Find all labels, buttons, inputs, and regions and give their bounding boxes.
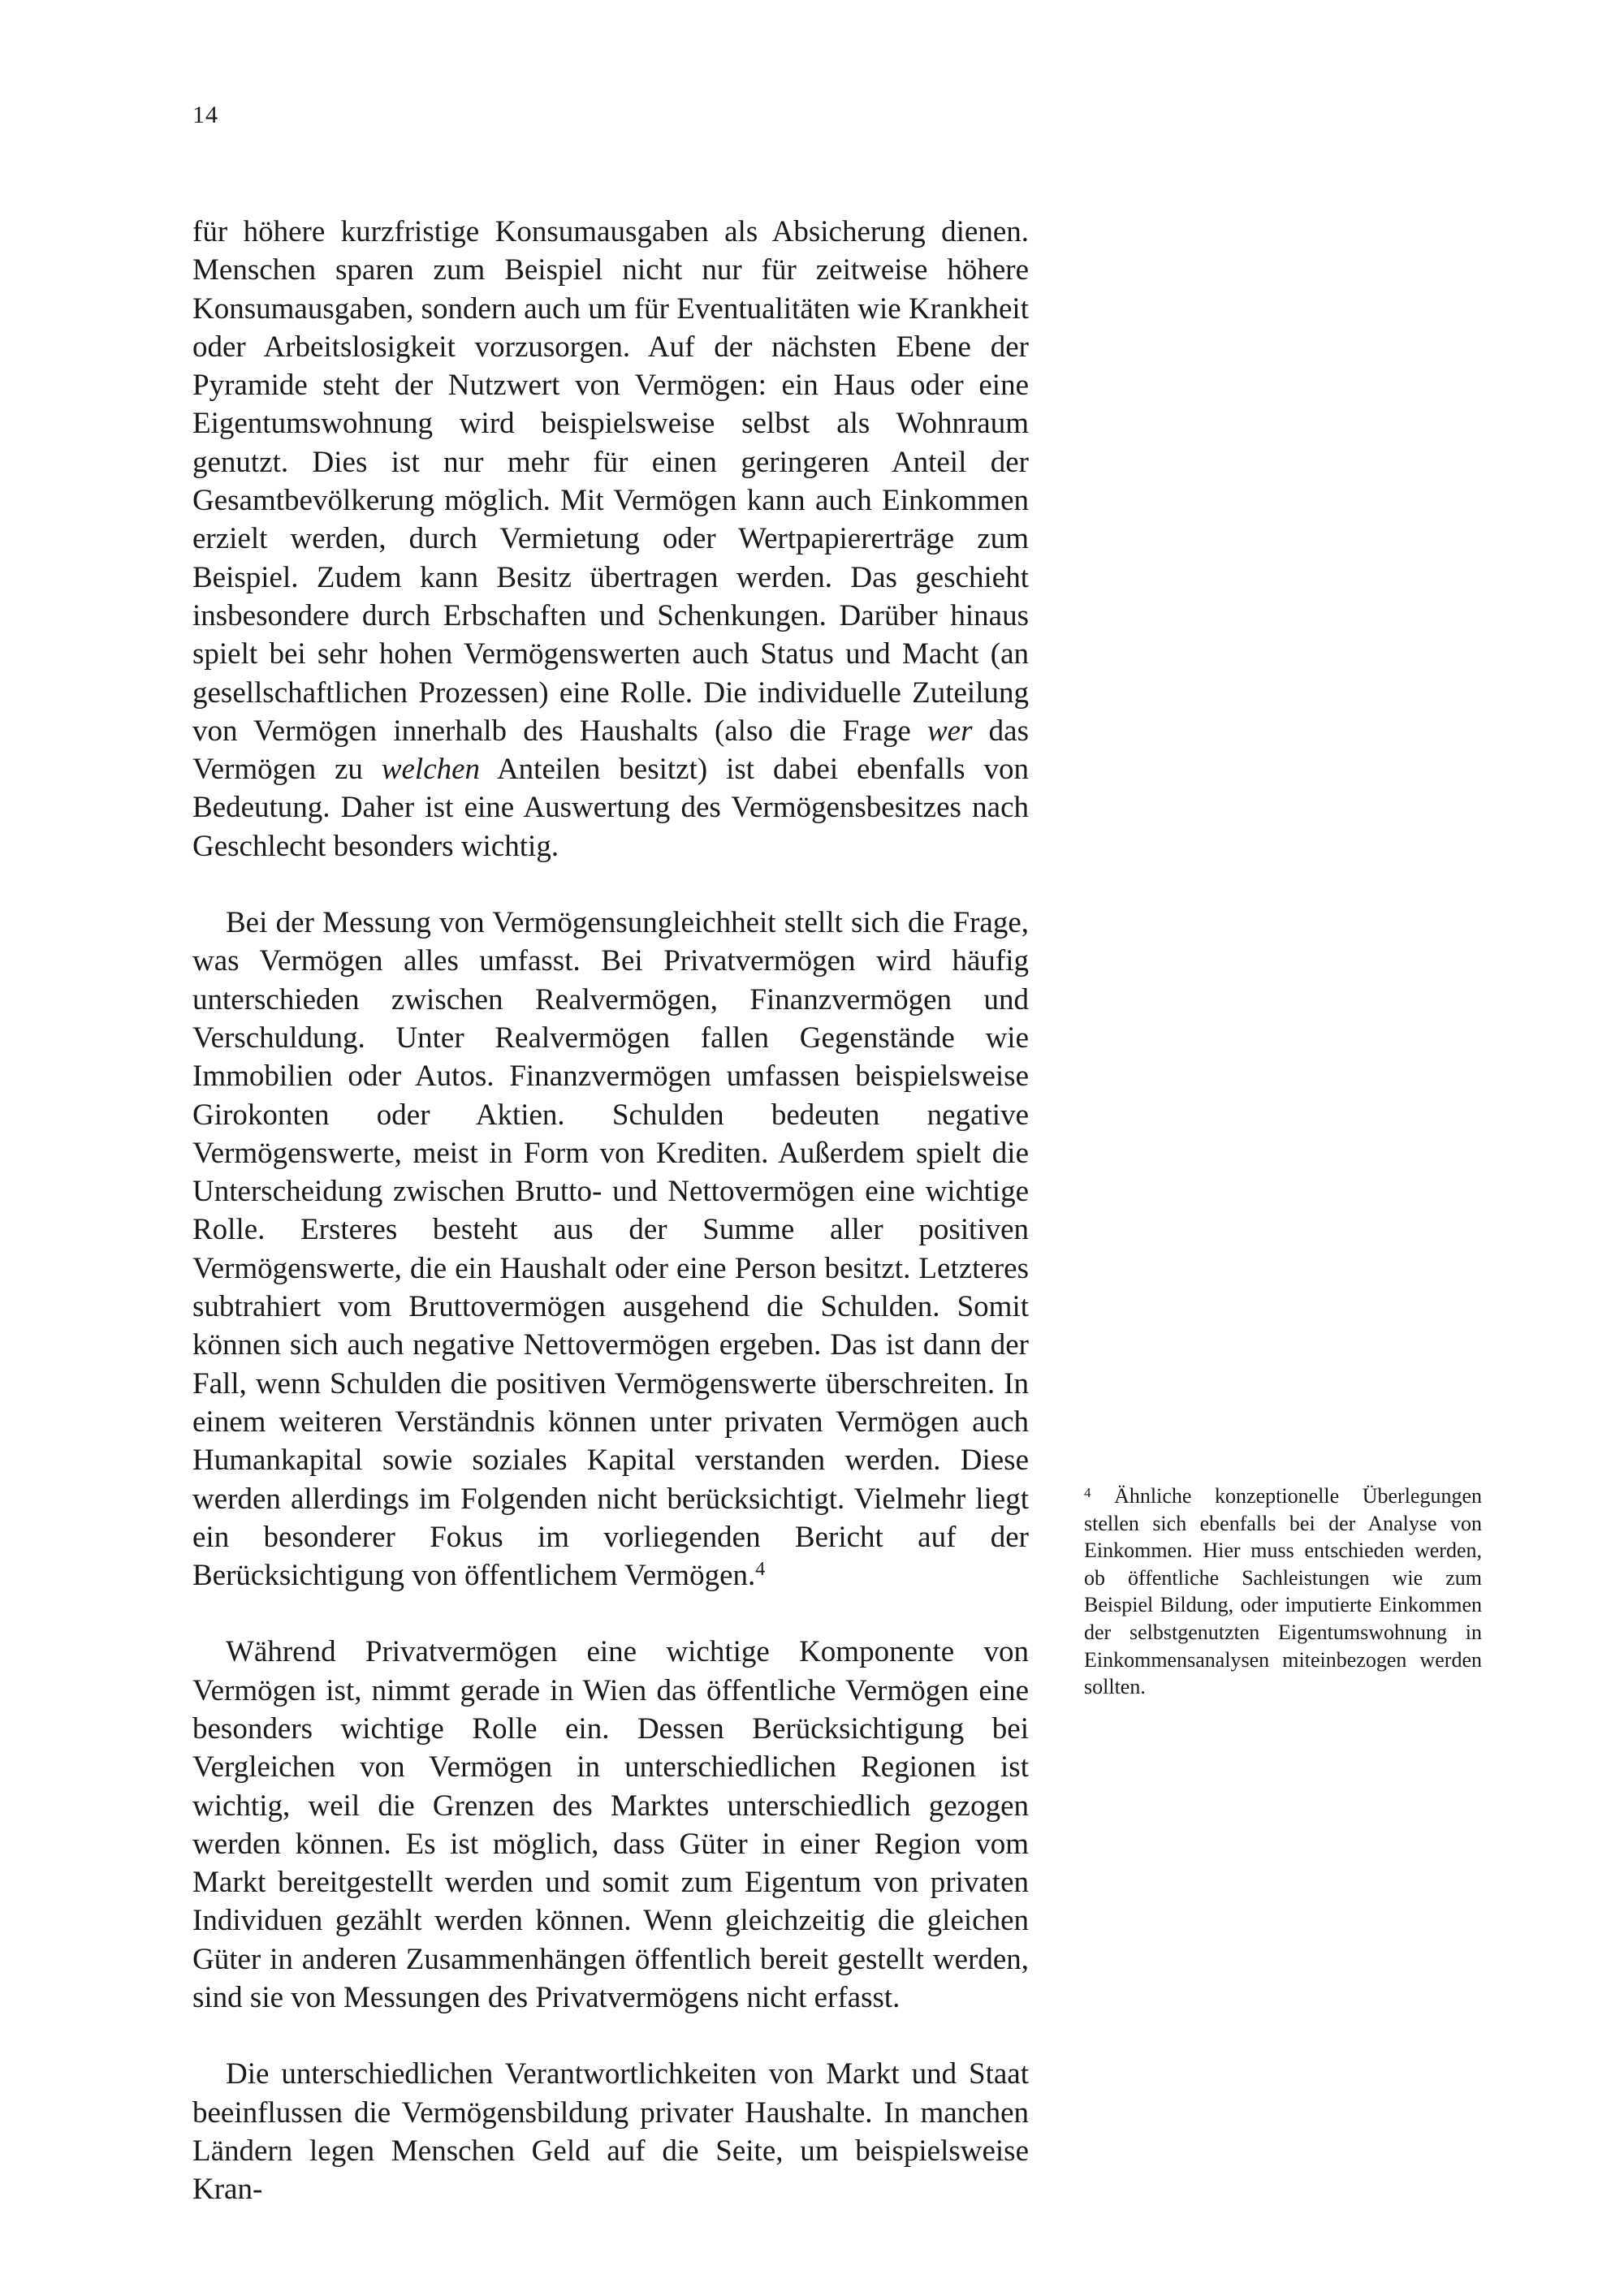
- paragraph-1-emphasis-welchen: welchen: [381, 753, 481, 787]
- main-text-column: [192, 213, 1029, 2209]
- paragraph-1-emphasis-wer: wer: [926, 714, 973, 748]
- paragraph-2: [192, 904, 1029, 1595]
- paragraph-4: [192, 2055, 1029, 2208]
- paragraph-3: [192, 1633, 1029, 2017]
- paragraph-1-text-a: für höhere kurzfristige Konsumausgaben als Absicherung dienen. Menschen sparen zum Beispiel nicht nur für zeitweise höhere Konsumausgaben, sondern auch um für Eventualitäten wie Krankheit oder Arbeitslosigkeit vorzusorgen. Auf der nächsten Ebene der Pyramide steht der Nutzwert von Vermögen: ein Haus oder eine Eigentumswohnung wird beispielsweise selbst als Wohnraum genutzt. Dies ist nur mehr für einen geringeren Anteil der Gesamtbevölkerung möglich. Mit Vermögen kann auch Einkommen erzielt werden, durch Vermietung oder Wertpapiererträge zum Beispiel. Zudem kann Besitz übertragen werden. Das geschieht insbesondere durch Erbschaften und Schenkungen. Darüber hinaus spielt bei sehr hohen Vermögenswerten auch Status und Macht (an gesellschaftlichen Prozessen) eine Rolle. Die individuelle Zuteilung von Vermögen innerhalb des Haushalts (also die Frage: [192, 215, 1029, 748]
- paragraph-1-text-b: das Vermögen zu: [192, 714, 1030, 787]
- footnote-4: [1084, 1482, 1482, 1701]
- footnote-text: Ähnliche konzeptionelle Überlegungen stellen sich ebenfalls bei der Analyse von Einkommen. Hier muss entschieden werden, ob öffentliche Sachleistungen wie zum Beispiel Bildung, oder imputierte Einkommen der selbstgenutzten Eigentumswohnung in Einkommensanalysen miteinbezogen werden sollten.: [1084, 1484, 1483, 1699]
- paragraph-4-text: Die unterschiedlichen Verantwortlichkeiten von Markt und Staat beeinflussen die Vermögensbildung privater Haushalte. In manchen Ländern legen Menschen Geld auf die Seite, um beispielsweise Kran-: [192, 2057, 1029, 2207]
- paragraph-1-text-c: Anteilen besitzt) ist dabei ebenfalls von Bedeutung. Daher ist eine Auswertung des Vermögensbesitzes nach Geschlecht besonders wichtig.: [192, 753, 1029, 863]
- footnote-mark: 4: [1084, 1485, 1091, 1500]
- paragraph-3-text: Während Privatvermögen eine wichtige Komponente von Vermögen ist, nimmt gerade in Wien das öffentliche Vermögen eine besonders wichtige Rolle ein. Dessen Berücksichtigung bei Vergleichen von Vermögen in unterschiedlichen Regionen ist wichtig, weil die Grenzen des Marktes unterschiedlich gezogen werden können. Es ist möglich, dass Güter in einer Region vom Markt bereitgestellt werden und somit zum Eigentum von privaten Individuen gezählt werden können. Wenn gleichzeitig die gleichen Güter in anderen Zusammenhängen öffentlich bereit gestellt werden, sind sie von Messungen des Privatvermögens nicht erfasst.: [192, 1635, 1029, 2015]
- page-number: 14: [192, 101, 218, 128]
- footnote-reference[interactable]: 4: [755, 1559, 766, 1581]
- paragraph-2-text: Bei der Messung von Vermögensungleichheit stellt sich die Frage, was Vermögen alles umfasst. Bei Privatvermögen wird häufig unterschieden zwischen Realvermögen, Finanzvermögen und Verschuldung. Unter Realvermögen fallen Gegenstände wie Immobilien oder Autos. Finanzvermögen umfassen beispielsweise Girokonten oder Aktien. Schulden bedeuten negative Vermögenswerte, meist in Form von Krediten. Außerdem spielt die Unterscheidung zwischen Brutto- und Nettovermögen eine wichtige Rolle. Ersteres besteht aus der Summe aller positiven Vermögenswerte, die ein Haushalt oder eine Person besitzt. Letzteres subtrahiert vom Bruttovermögen ausgehend die Schulden. Somit können sich auch negative Nettovermögen ergeben. Das ist dann der Fall, wenn Schulden die positiven Vermögenswerte überschreiten. In einem weiteren Verständnis können unter privaten Vermögen auch Humankapital sowie soziales Kapital verstanden werden. Diese werden allerdings im Folgenden nicht berücksichtigt. Vielmehr liegt ein besonderer Fokus im vorliegenden Bericht auf der Berücksichtigung von öffentlichem Vermögen.: [192, 906, 1029, 1593]
- paragraph-1: [192, 213, 1029, 865]
